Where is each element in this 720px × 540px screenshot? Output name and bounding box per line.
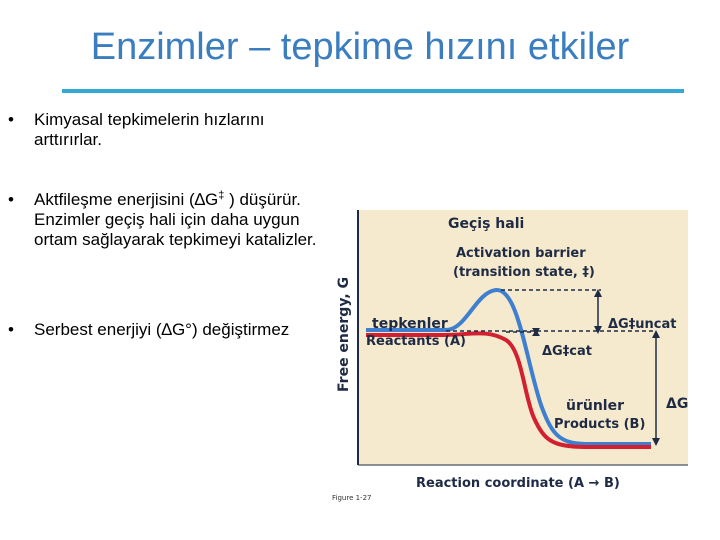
bullet-text: Serbest enerjiyi (∆G°) değiştirmez [34,320,290,339]
title-underline [62,89,684,93]
bullet-dot: • [8,110,14,129]
bullet-dot: • [8,320,14,339]
reactants-overlay-label: tepkenler [372,316,448,332]
products-label: Products (B) [554,417,646,432]
y-axis-label: Free energy, G [336,276,352,392]
dg-uncat-label: ΔG‡uncat [608,317,677,332]
dg-label: ΔG [666,396,689,412]
energy-diagram-svg [326,200,720,540]
bullet-text: Kimyasal tepkimelerin hızlarını arttırırlar. [34,110,265,149]
transition-state-label: (transition state, ‡) [453,265,595,280]
transition-state-overlay-label: Geçiş hali [448,216,525,232]
activation-barrier-label: Activation barrier [456,246,586,261]
energy-diagram [326,200,720,540]
x-axis-label: Reaction coordinate (A → B) [416,476,620,491]
bullet-dot: • [8,190,14,209]
slide-title: Enzimler – tepkime hızını etkiler [90,26,630,68]
double-dagger-superscript: ‡ [218,189,225,202]
dg-cat-label: ΔG‡cat [542,344,592,359]
bullet-text: Aktfileşme enerjisini (∆G‡ ) düşürür. Enzimler geçiş hali için daha uygun ortam sağlayarak tepkimeyi katalizler. [34,189,317,249]
products-overlay-label: ürünler [566,398,625,414]
figure-caption: Figure 1-27 [332,494,372,502]
reactants-label: Reactants (A) [366,334,466,349]
